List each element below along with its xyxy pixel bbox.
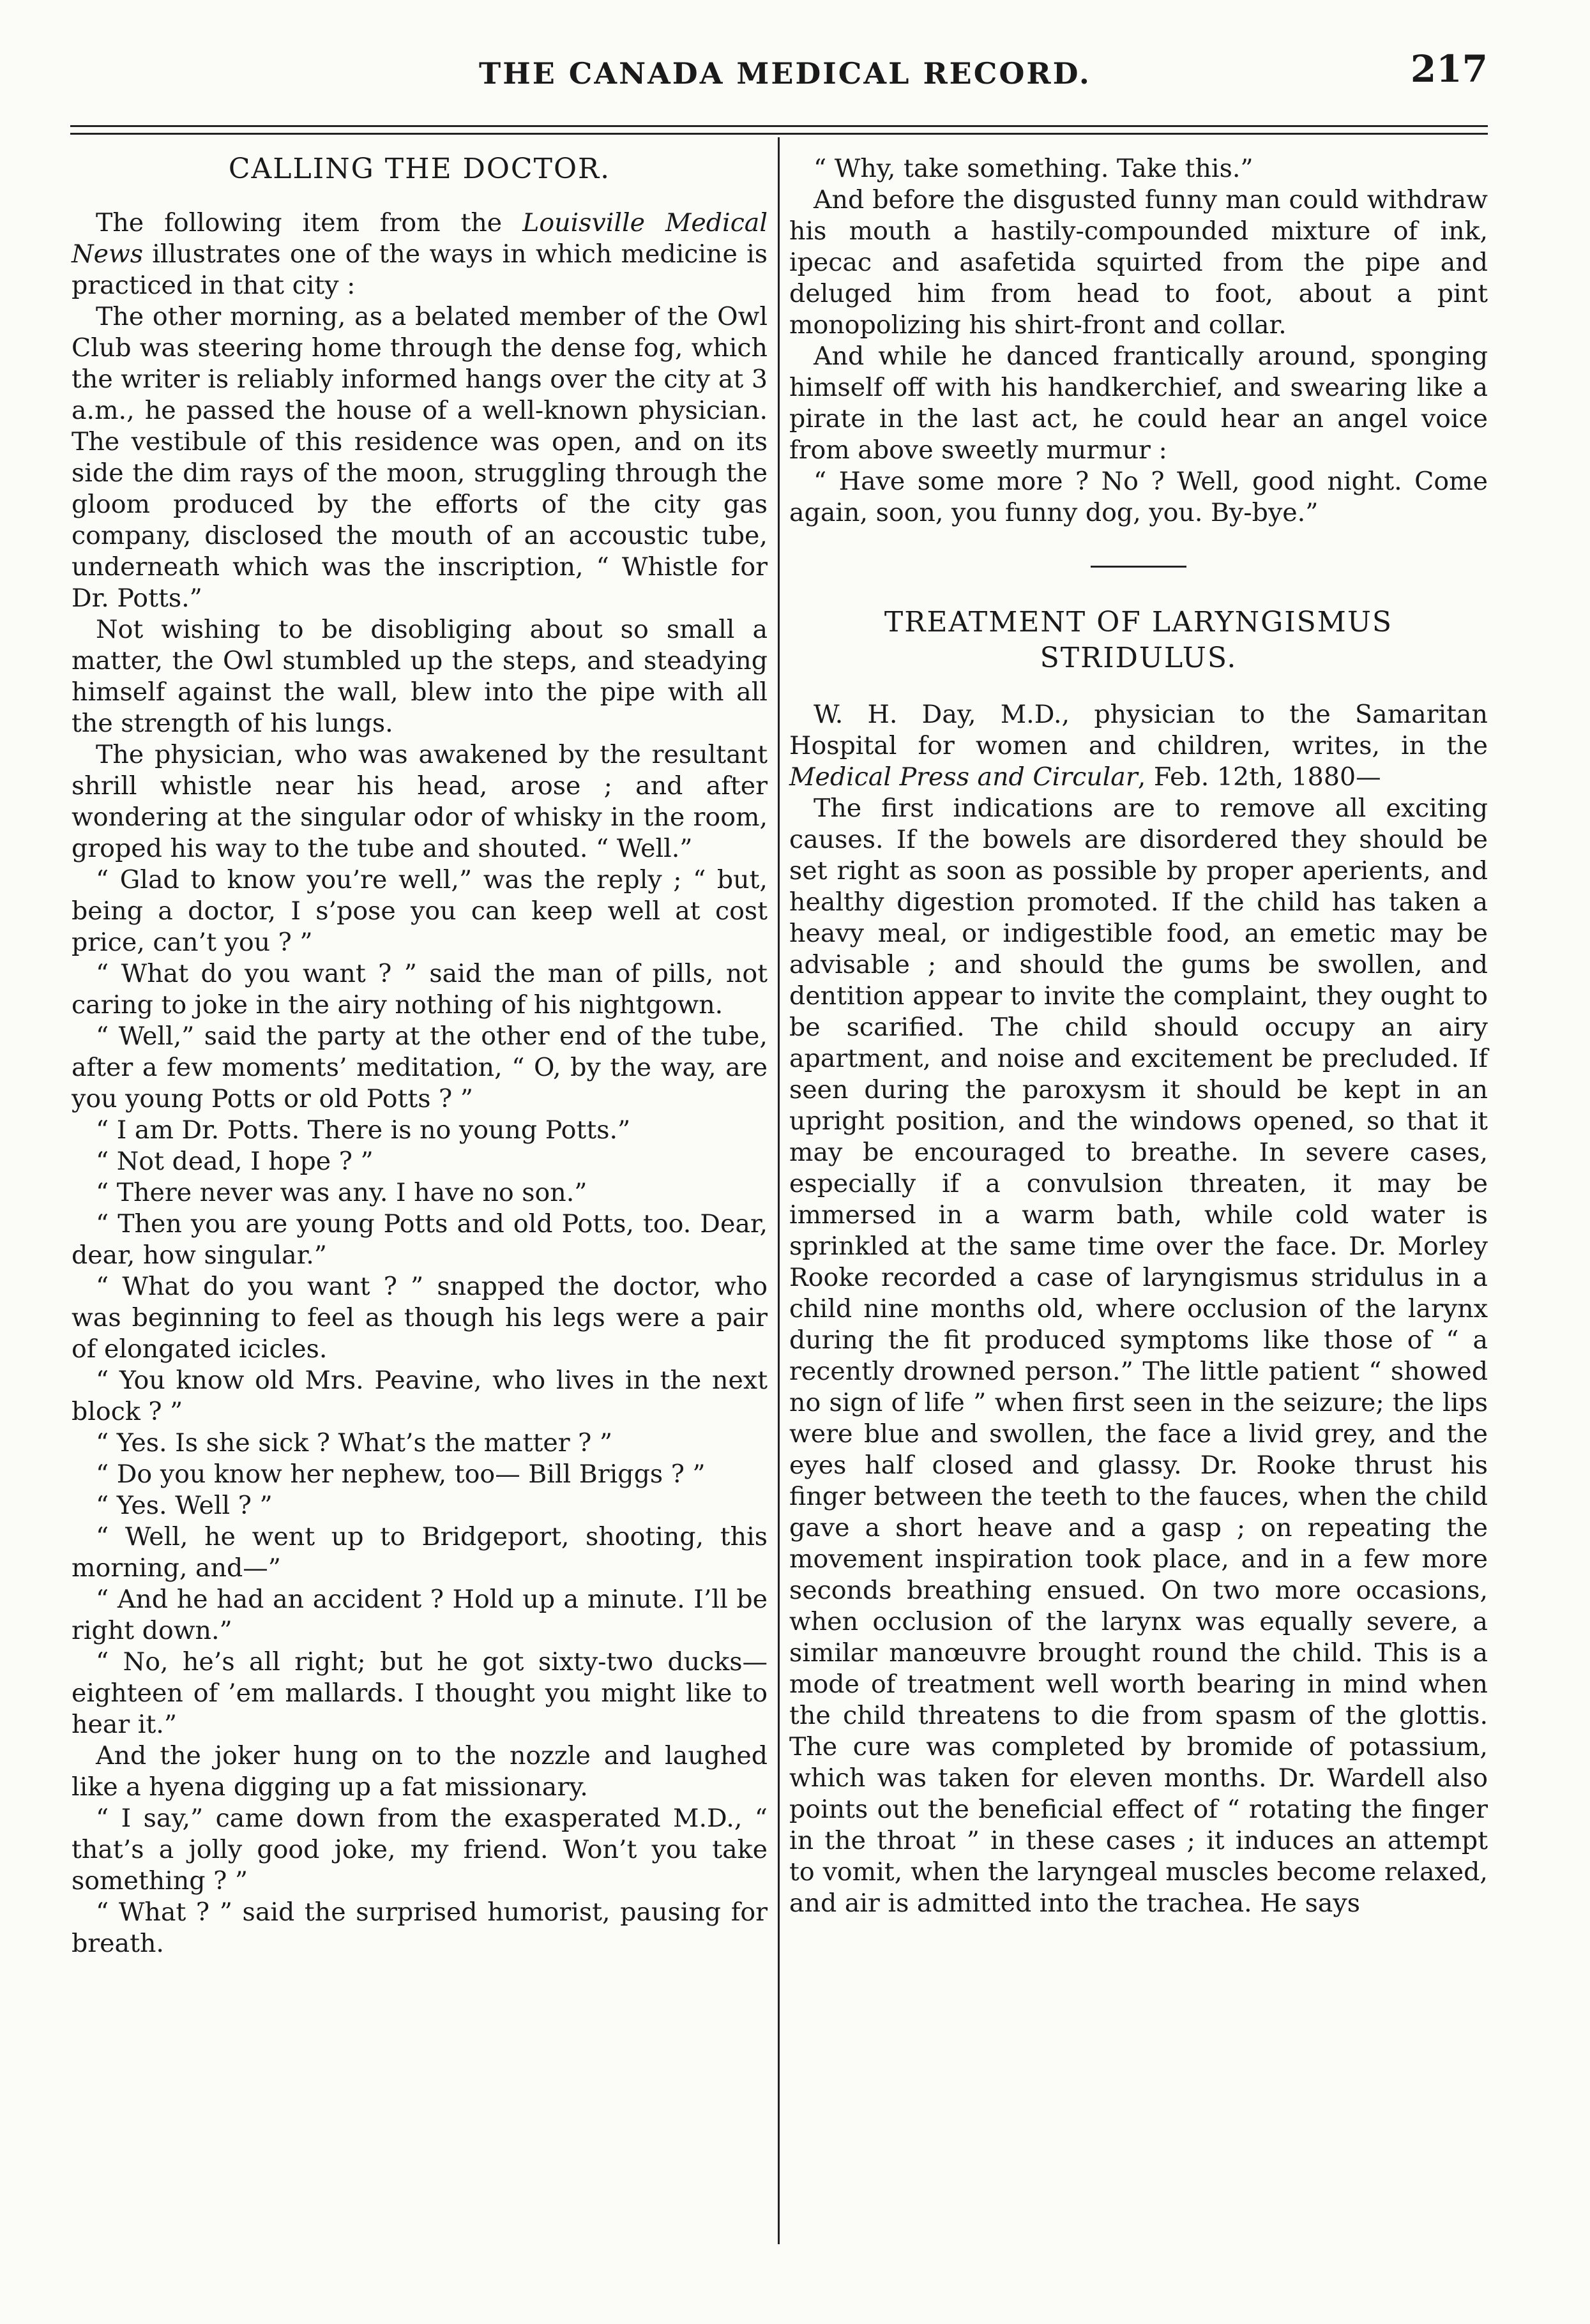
article-byline bbox=[789, 699, 1488, 793]
paragraph: “ I say,” came down from the exasperated M.D., “ that’s a jolly good joke, my friend. Won’t you take something ? ” bbox=[72, 1804, 768, 1896]
column-divider bbox=[778, 137, 780, 2244]
paragraph: “ You know old Mrs. Peavine, who lives in the next block ? ” bbox=[72, 1366, 768, 1426]
paragraph: “ Why, take something. Take this.” bbox=[814, 154, 1253, 183]
paragraph: “ And he had an accident ? Hold up a minute. I’ll be right down.” bbox=[72, 1585, 768, 1645]
page-number: 217 bbox=[1410, 47, 1488, 91]
header-rule-upper bbox=[70, 125, 1488, 127]
paragraph: And while he danced frantically around, sponging himself off with his handkerchief, and swearing like a pirate in the last act, he could hear an angel voice from above sweetly murmur : bbox=[789, 342, 1488, 465]
paragraph: “ Not dead, I hope ? ” bbox=[96, 1147, 374, 1176]
article-heading-calling-the-doctor: CALLING THE DOCTOR. bbox=[228, 153, 611, 185]
article-heading-laryngismus: TREATMENT OF LARYNGISMUS STRIDULUS. bbox=[884, 606, 1393, 674]
article-intro bbox=[72, 207, 768, 301]
byline-text-before: W. H. Day, M.D., physician to the Samaritan Hospital for women and children, writes, in the bbox=[789, 700, 1488, 760]
left-column bbox=[72, 153, 768, 1959]
paragraph: And the joker hung on to the nozzle and laughed like a hyena digging up a fat missionary. bbox=[72, 1741, 768, 1802]
paragraph: The physician, who was awakened by the resultant shrill whistle near his head, arose ; and after wondering at the singular odor of whisky in the room, groped his way to the tube and shouted. “ Well.” bbox=[72, 740, 768, 863]
header-rule-lower bbox=[70, 133, 1488, 135]
intro-source: Louisville Medical News bbox=[72, 208, 768, 269]
paragraph: “ Well, he went up to Bridgeport, shooting, this morning, and—” bbox=[72, 1522, 768, 1583]
paragraph: “ Glad to know you’re well,” was the reply ; “ but, being a doctor, I s’pose you can keep well at cost price, can’t you ? ” bbox=[72, 865, 768, 957]
byline-source: Medical Press and Circular bbox=[789, 762, 1138, 792]
paragraph: “ Then you are young Potts and old Potts, too. Dear, dear, how singular.” bbox=[72, 1209, 768, 1270]
intro-text-before: The following item from the bbox=[96, 208, 523, 238]
paragraph: “ Have some more ? No ? Well, good night. Come again, soon, you funny dog, you. By-bye.” bbox=[789, 467, 1488, 527]
paragraph: “ Yes. Is she sick ? What’s the matter ? ” bbox=[96, 1428, 613, 1458]
section-divider bbox=[1091, 566, 1186, 568]
running-head bbox=[64, 45, 1488, 102]
paragraph: Not wishing to be disobliging about so small a matter, the Owl stumbled up the steps, and steadying himself against the wall, blew into the pipe with all the strength of his lungs. bbox=[72, 615, 768, 738]
paragraph: “ What do you want ? ” said the man of pills, not caring to joke in the airy nothing of his nightgown. bbox=[72, 959, 768, 1020]
right-column bbox=[789, 153, 1488, 1919]
paragraph: “ I am Dr. Potts. There is no young Potts.” bbox=[96, 1115, 631, 1145]
paragraph: “ What ? ” said the surprised humorist, pausing for breath. bbox=[72, 1898, 768, 1958]
journal-title: THE CANADA MEDICAL RECORD. bbox=[479, 56, 1091, 91]
paragraph: “ What do you want ? ” snapped the doctor, who was beginning to feel as though his legs were a pair of elongated icicles. bbox=[72, 1272, 768, 1364]
paragraph: And before the disgusted funny man could withdraw his mouth a hastily-compounded mixture of ink, ipecac and asafetida squirted from the pipe and deluged him from head to foot, about a pint monopolizing his shirt-front and collar. bbox=[789, 185, 1488, 340]
paragraph: “ Yes. Well ? ” bbox=[96, 1491, 273, 1520]
paragraph: “ Well,” said the party at the other end of the tube, after a few moments’ meditation, “ O, by the way, are you young Potts or old Potts ? ” bbox=[72, 1022, 768, 1113]
byline-text-after: , Feb. 12th, 1880— bbox=[1137, 762, 1381, 792]
paragraph: The first indications are to remove all exciting causes. If the bowels are disordered they should be set right as soon as possible by proper aperients, and healthy digestion promoted. If the child has taken a heavy meal, or indigestible food, an emetic may be advisable ; and should the gums be swollen, and dentition appear to invite the complaint, they ought to be scarified. The child should occupy an airy apartment, and noise and excitement be precluded. If seen during the paroxysm it should be kept in an upright position, and the windows opened, so that it may be encouraged to breathe. In severe cases, especially if a convulsion threaten, it may be immersed in a warm bath, while cold water is sprinkled at the same time over the face. Dr. Morley Rooke recorded a case of laryngismus stridulus in a child nine months old, where occlusion of the larynx during the fit produced symptoms like those of “ a recently drowned person.” The little patient “ showed no sign of life ” when first seen in the seizure; the lips were blue and swollen, the face a livid grey, and the eyes half closed and glassy. Dr. Rooke thrust his finger between the teeth to the fauces, when the child gave a short heave and a gasp ; on repeating the movement inspiration took place, and in a few more seconds breathing ensued. On two more occasions, when occlusion of the larynx was equally severe, a similar manœuvre brought round the child. This is a mode of treatment well worth bearing in mind when the child threatens to die from spasm of the glottis. The cure was completed by bromide of potassium, which was taken for eleven months. Dr. Wardell also points out the beneficial effect of “ rotating the finger in the throat ” in these cases ; it induces an attempt to vomit, when the laryngeal muscles become relaxed, and air is admitted into the trachea. He says bbox=[789, 794, 1488, 1918]
paragraph: “ Do you know her nephew, too— Bill Briggs ? ” bbox=[96, 1460, 706, 1489]
paragraph: The other morning, as a belated member of the Owl Club was steering home through the dense fog, which the writer is reliably informed hangs over the city at 3 a.m., he passed the house of a well-known physician. The vestibule of this residence was open, and on its side the dim rays of the moon, struggling through the gloom produced by the efforts of the city gas company, disclosed the mouth of an accoustic tube, underneath which was the inscription, “ Whistle for Dr. Potts.” bbox=[72, 302, 768, 613]
intro-text-after: illustrates one of the ways in which medicine is practiced in that city : bbox=[72, 239, 768, 300]
paragraph: “ No, he’s all right; but he got sixty-two ducks—eighteen of ’em mallards. I thought you might like to hear it.” bbox=[72, 1647, 768, 1739]
paragraph: “ There never was any. I have no son.” bbox=[96, 1178, 587, 1207]
